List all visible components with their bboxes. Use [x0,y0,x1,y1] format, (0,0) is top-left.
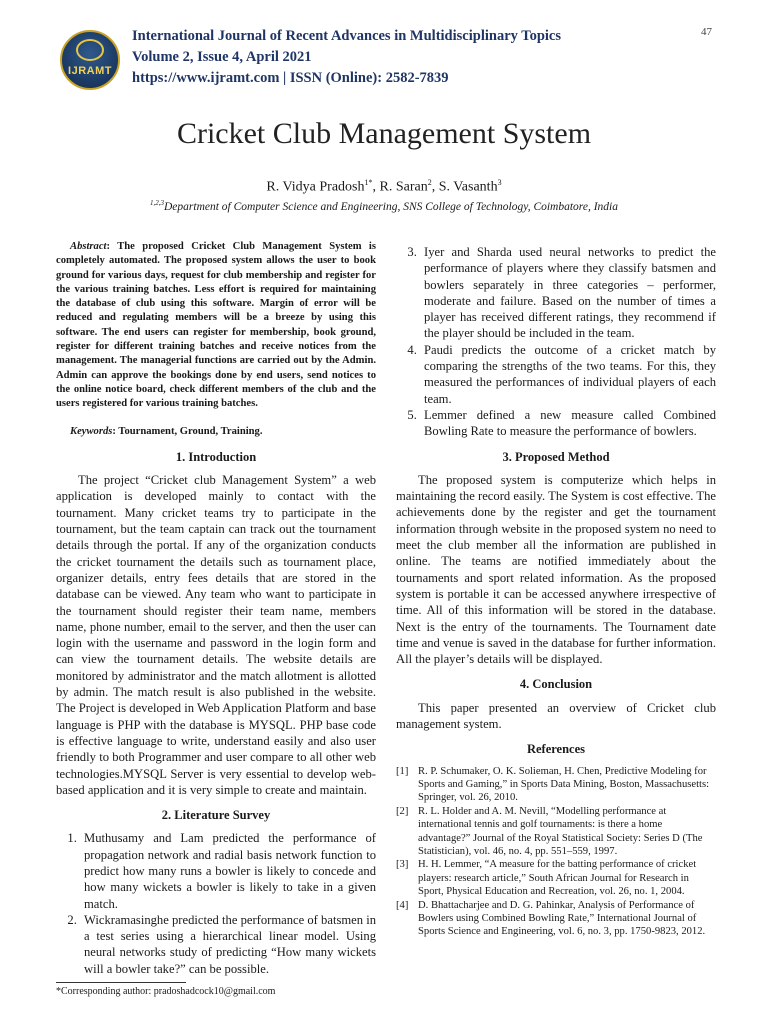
introduction-text: The project “Cricket club Management System” a web application is developed mainly to contact with the tournament. Many cricket teams try to participate in the tournament, but the team captain can track out the tournament details through the portal. If any of the organization conducts the cricket tournament the details such as tournament place, organizer details, entry fees details that are stored in the database can be viewed. Any team who want to participate in the tournament should register their team name, members name, phone number, email to the server, and then the user can login with the username and password in the login form and can view the tournament details. The website details are monitored by administrator and the match allotment is allotted by admin. The match result is also published in the website. The Project is developed in Web Application Platform and base language is PHP with the database is MYSQL. PHP base code is effective language to write, understand easily and also user friendly to both Programmer and user compare to all other web technologies.MYSQL Server is very essential to develop web-based application and it is very simple to create and maintain. [56,473,376,797]
section-heading-conclusion: 4. Conclusion [519,677,593,692]
right-column [396,244,716,939]
reference-item: [4] D. Bhattacharjee and D. G. Pahinkar, Analysis of Performance of Bowlers using Combined Bowling Rate,” International Journal of Sports Science and Engineering, vol. 6, no. 3, pp. 1750-9823, 2012. [396,899,706,938]
section-heading-literature: 2. Literature Survey [161,808,271,823]
section-heading-introduction: 1. Introduction [175,449,257,464]
paper-title: Cricket Club Management System [176,117,592,150]
conclusion-text: This paper presented an overview of Cricket club management system. [396,700,716,732]
journal-header [60,22,720,102]
literature-list-continued [396,244,716,440]
keywords: Keywords: Tournament, Ground, Training. [70,425,263,437]
journal-logo [60,30,120,90]
journal-volume: Volume 2, Issue 4, April 2021 [132,49,312,65]
page-number: 47 [701,26,712,38]
reference-item: [2] R. L. Holder and A. M. Nevill, “Modelling performance at international tennis and golf tournaments: is there a home advantage?” Journal of the Royal Statistical Society: Series D (The Statistician), vol. 46, no. 4, pp. 551–559, 1997. [396,805,703,858]
list-item: 5. Lemmer defined a new measure called Combined Bowling Rate to measure the performance of bowlers. [420,407,716,440]
journal-name: International Journal of Recent Advances in Multidisciplinary Topics [132,28,562,44]
section-heading-method: 3. Proposed Method [502,449,610,464]
references-list [396,765,716,939]
paper-authors: R. Vidya Pradosh$^{1*}$, R. Saran$^2$, S. Vasanth$^3$ [266,178,502,195]
logo-text: IJRAMT [68,65,112,77]
literature-list [56,830,376,977]
reference-item: [3] H. H. Lemmer, “A measure for the batting performance of cricket players: research article,” South African Journal for Research in Sport, Physical Education and Recreation, vol. 26, no. 1, 2004. [396,859,697,898]
reference-item: [1] R. P. Schumaker, O. K. Solieman, H. Chen, Predictive Modeling for Sports and Gaming,” in Sports Data Mining, Boston, Massachusetts: Springer, vol. 26, 2010. [396,765,710,804]
section-heading-references: References [526,742,586,757]
journal-web-issn: https://www.ijramt.com | ISSN (Online): 2582-7839 [132,70,449,86]
paper-affiliation: $^{1,2,3}$Department of Computer Science and Engineering, SNS College of Technology, Coimbatore, India [150,199,618,213]
corresponding-author-footnote: *Corresponding author: pradoshadcock10@gmail.com [56,986,276,997]
atom-ring-icon [76,39,104,61]
list-item: 4. Paudi predicts the outcome of a cricket match by comparing the strengths of the two teams. For this, they measured the performances of individual players of each team. [420,342,716,407]
list-item: 1. Muthusamy and Lam predicted the performance of propagation network and radial basis network function to predict how many runs a bowler is likely to concede and how many wickets a bowler is likely to take in a given match. [80,830,376,911]
list-item: 3. Iyer and Sharda used neural networks to predict the performance of players where they classify batsmen and bowlers separately in three categories – performer, moderate and failure. Based on the number of times a player has received different ratings, they recommend if the player should be included in the team. [420,244,716,342]
method-text: The proposed system is computerize which helps in maintaining the record easily. The System is cost effective. The achievements done by the register and get the tournament information through website in the proposed system no need to meet the club member all the information are published in online. The teams are notified immediately about the tournaments and sport related information. As the proposed system is portable it can be accessed anywhere irrespective of time. All of this information will be stored in the database. Next is the entry of the tournaments. The Tournament date time and venue is saved in the database for further information. All the player’s details will be displayed. [396,472,716,667]
list-item: 2. Wickramasinghe predicted the performance of batsmen in a test series using a hierarchical linear model. Using neural networks study of predicting “How many wickets will a bowler take?” can be possible. [80,912,376,977]
footnote-divider [56,982,186,983]
left-column [56,240,376,977]
abstract: Abstract: The proposed Cricket Club Management System is completely automated. The proposed system allows the user to book ground for various days, request for club membership and register for the various training batches. Less effort is required for maintaining the database of club using this software. Margin of error will be reduced and regulating members will be a breeze by using this software. The end users can register for membership, book ground, register for different training batches and receive notices from the management. The managerial functions are carried out by the Admin. Admin can approve the bookings done by end users, send notices to the online notice board, check different members of the club and the users registered for various training batches. [56,241,376,410]
